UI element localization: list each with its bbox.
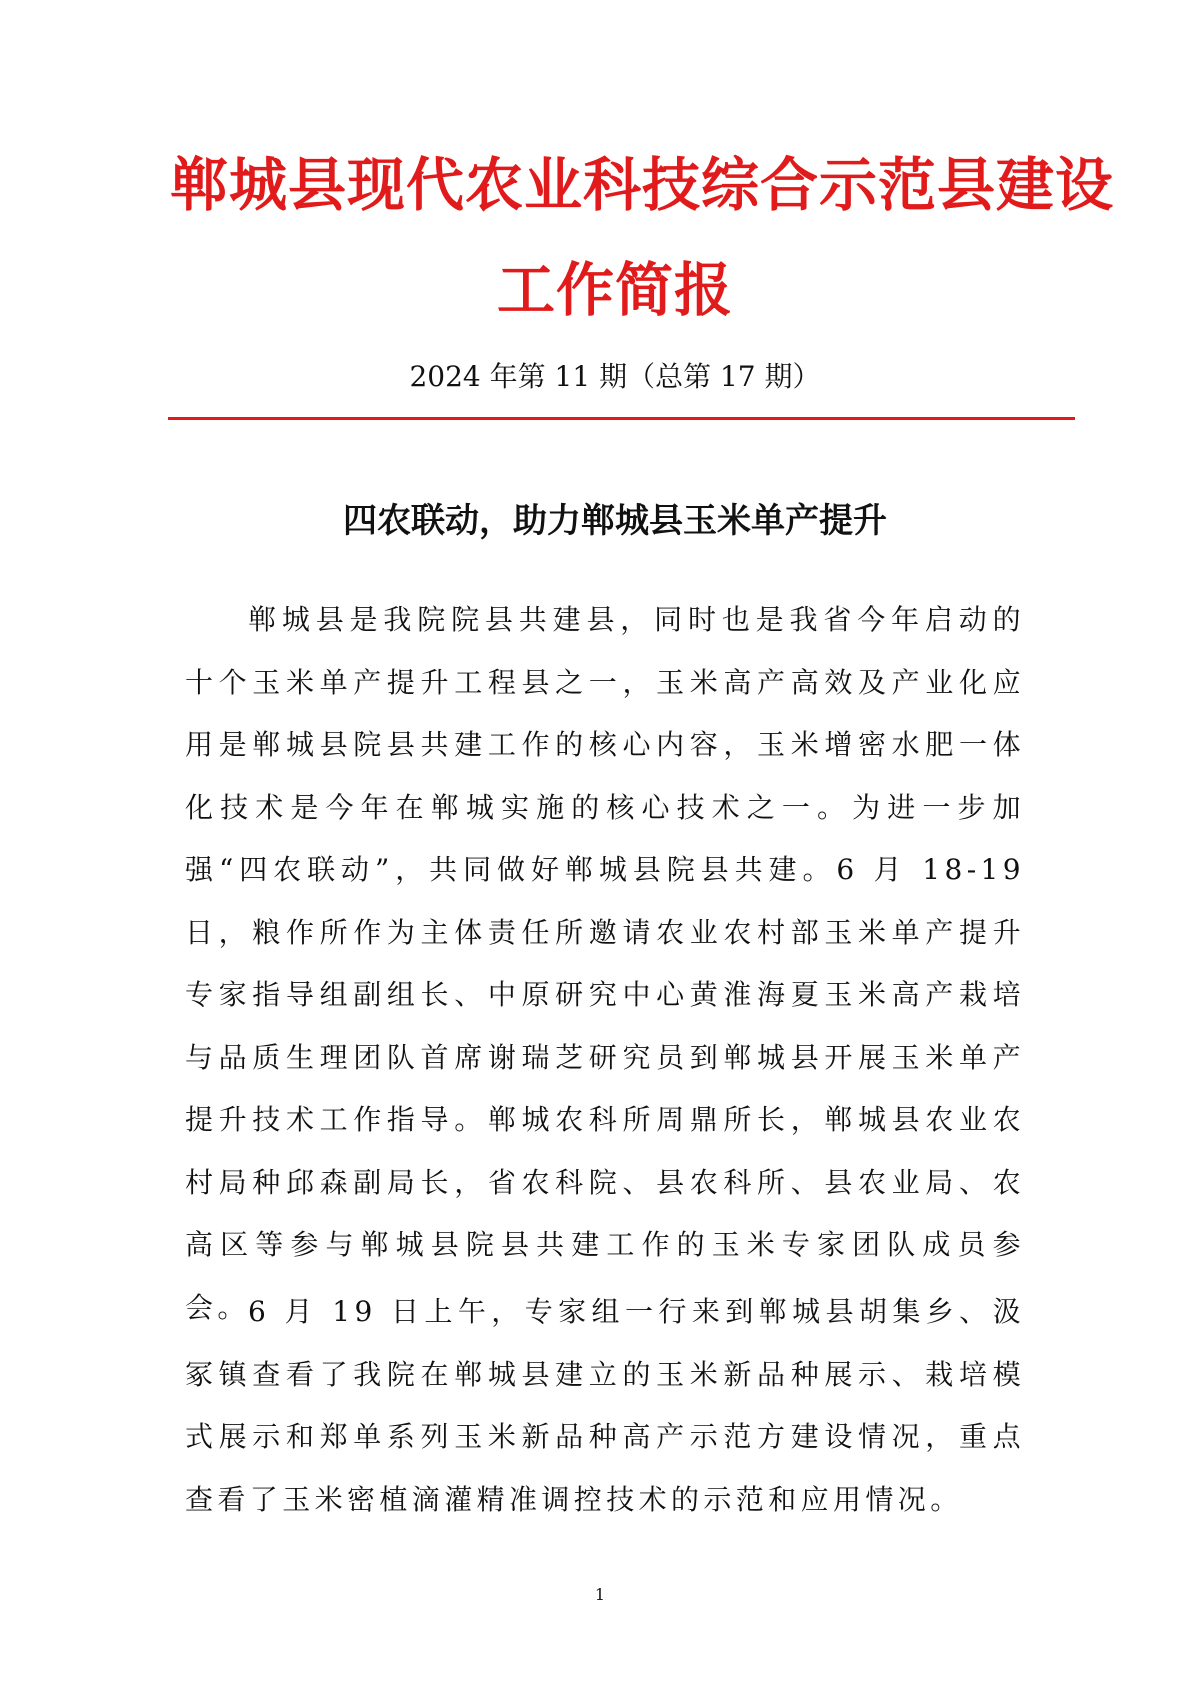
masthead-divider — [168, 417, 1075, 420]
issue-number: 2024 年第 11 期（总第 17 期） — [409, 360, 821, 393]
page-number: 1 — [594, 1585, 606, 1604]
article-paragraph-2: 6 月 19 日上午，专家组一行来到郸城县胡集乡、汲冢镇查看了我院在郸城县建立的玉米新品种展示、栽培模式展示和郑单系列玉米新品种高产示范方建设情况，重点查看了玉米密植滴灌精准调控技术的示范和应用情况。 — [185, 1295, 1025, 1516]
article-title: 四农联动，助力郸城县玉米单产提升 — [343, 501, 887, 541]
masthead-title-line-2: 工作简报 — [496, 256, 733, 324]
article-paragraph-1: 郸城县是我院院县共建县，同时也是我省今年启动的十个玉米单产提升工程县之一，玉米高产高效及产业化应用是郸城县院县共建工作的核心内容，玉米增密水肥一体化技术是今年在郸城实施的核心技术之一。为进一步加强“四农联动”，共同做好郸城县院县共建。6 月 18-19 日，粮作所作为主体责任所邀请农业农村部玉米单产提升专家指导组副组长、中原研究中心黄淮海夏玉米高产栽培与品质生理团队首席谢瑞芝研究员到郸城县开展玉米单产提升技术工作指导。郸城农科所周鼎所长，郸城县农业农村局种邱森副局长，省农科院、县农科所、县农业局、农高区等参与郸城县院县共建工作的玉米专家团队成员参会。 — [185, 603, 1025, 1324]
masthead-title-line-1: 郸城县现代农业科技综合示范县建设 — [170, 151, 1115, 219]
